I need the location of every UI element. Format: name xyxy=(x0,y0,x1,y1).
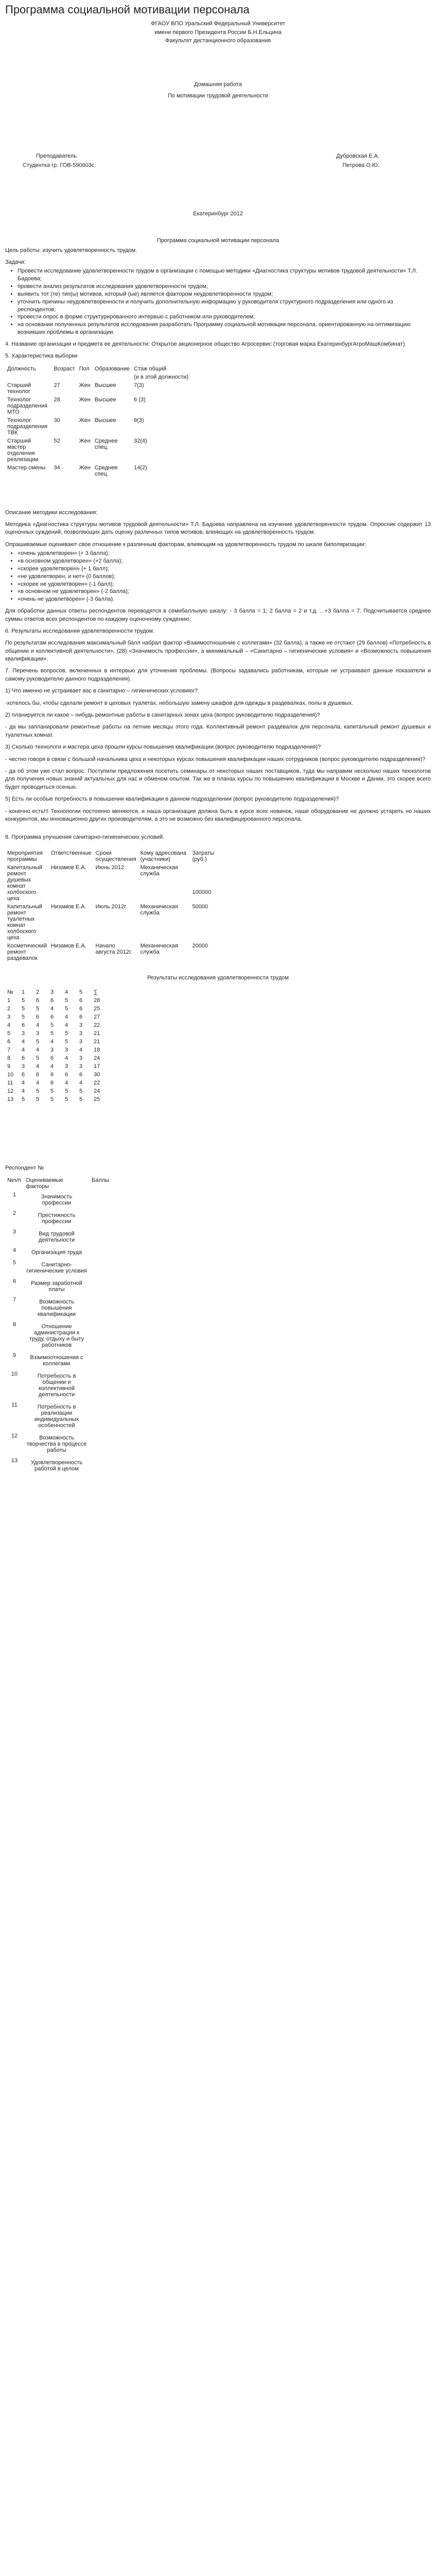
table-cell: 6 xyxy=(22,1055,25,1061)
table-cell: 5 xyxy=(36,1055,40,1061)
table-cell: Возможность творчества в процессе работы xyxy=(26,1435,87,1454)
table-cell: 34 xyxy=(54,464,60,471)
table-row xyxy=(5,1320,124,1351)
teacher-label: Преподаватель xyxy=(36,152,77,159)
table-cell: 6 xyxy=(65,1071,68,1078)
university-line: имени первого Президента России Б.Н.Ельцина xyxy=(154,29,282,36)
table-cell: 5 xyxy=(36,1038,40,1045)
table-cell: 21 xyxy=(94,1038,100,1045)
university-block xyxy=(5,20,431,45)
table-cell: 6 xyxy=(79,1013,83,1020)
table-cell: Жен xyxy=(79,396,91,403)
program-title: Программа социальной мотивации персонала xyxy=(156,237,280,244)
table-header-cell: 4 xyxy=(65,989,68,995)
student-row xyxy=(5,162,431,168)
table-row xyxy=(5,1191,124,1209)
table-subheader-row xyxy=(5,373,190,381)
table-cell: 5 xyxy=(79,1096,83,1103)
table-cell: Механическая служба xyxy=(140,903,178,916)
table-cell: Жен xyxy=(79,417,91,423)
table-cell: Санитарно-гигиенические условия xyxy=(26,1262,87,1275)
table-cell: 4 xyxy=(79,1046,83,1053)
results-paragraph: По результатам исследования максимальный балл набрал фактор «Взаимоотношение с коллегами» (32 балла), а также не отстают (29 баллов) «Потребность в общении и коллективной деятельности», (28) «Значимость профессии», а минимальный – «Санитарно – гигиенические условия» и «Возможность повышения квалификации». xyxy=(5,640,431,663)
table-cell: Капитальный ремонт туалетных комнат холбоского цеха xyxy=(7,903,42,941)
table-cell: 10 xyxy=(7,1071,14,1078)
table-cell: Низамов Е.А. xyxy=(50,903,86,910)
table-header-row xyxy=(5,849,216,863)
answer: - честно говоря в связи с большой начальника цеха и некоторых курсах повышения квалификации наших сотрудников (вопрос руководителю подразделения)? xyxy=(5,756,426,762)
table-cell: Технолог подразделения МТО xyxy=(7,396,48,415)
table-row xyxy=(5,1246,124,1259)
table-cell: 3 xyxy=(7,1013,11,1020)
table-cell: Старший мастер отделения реализации xyxy=(7,437,39,463)
table-cell: 5 xyxy=(22,1013,25,1020)
table-row xyxy=(5,1038,106,1046)
table-cell: Организация труда xyxy=(31,1249,82,1256)
table-cell: 4 xyxy=(36,1063,40,1070)
table-cell: Высшее xyxy=(94,417,116,423)
respondent-label: Респондент № xyxy=(5,1164,44,1171)
table-cell: 5 xyxy=(65,1005,68,1012)
table-cell: Капитальный ремонт душевых комнат холбоского цеха xyxy=(7,864,42,902)
table-cell: Жен xyxy=(79,437,91,444)
table-cell: 4 xyxy=(22,1079,25,1086)
table-cell: 14(2) xyxy=(134,464,147,471)
table-row xyxy=(5,416,190,437)
table-cell: 3 xyxy=(65,1063,68,1070)
table-cell: 9 xyxy=(12,1352,16,1359)
table-cell: 5 xyxy=(50,1088,54,1094)
table-cell: Низамов Е.А. xyxy=(50,864,86,871)
table-cell: 3 xyxy=(36,1030,40,1037)
university-line: ФГАОУ ВПО Уральский Федеральный Университет xyxy=(151,21,285,27)
table-cell: 11 xyxy=(11,1402,18,1409)
table-cell: Начало августа 2012г. xyxy=(95,942,132,955)
task-item: • на основании полученных результатов исследования разработать Программу социальной мотивации персонала, ориентированную на оптимизацию возникших проблемы в организации. xyxy=(18,321,431,336)
table-cell: 5 xyxy=(79,1088,83,1094)
table-cell: Потребность в общении и коллективной деятельности xyxy=(37,1373,76,1398)
table-cell: 4 xyxy=(65,1079,68,1086)
table-cell: 6 xyxy=(79,1071,83,1078)
table-header-cell: 2 xyxy=(36,989,40,995)
table-cell: 6 xyxy=(50,1055,54,1061)
table-cell: Отношение администрации к труду, отдыху и быту работников xyxy=(29,1324,84,1349)
section-8: 8. Программа улучшения санитарно-гигиенических условий. xyxy=(5,834,165,841)
table-header-cell: 1 xyxy=(22,989,25,995)
table-cell: 2 xyxy=(7,1005,11,1012)
scale-item: • «очень удовлетворен» (+ 3 балла); xyxy=(18,550,431,557)
table-header-row xyxy=(5,988,106,996)
table-row xyxy=(5,1071,106,1079)
scale-item: • «скорее не удовлетворен» (-1 балл); xyxy=(18,581,431,588)
table-header-row xyxy=(5,1176,124,1191)
table-cell: 28 xyxy=(54,396,60,403)
table-cell: 13 xyxy=(7,1096,14,1103)
table-header-cell: Кому адресована (участники) xyxy=(140,850,186,862)
table-cell: 100000 xyxy=(192,889,212,895)
table-cell: 50000 xyxy=(192,903,208,910)
table-cell: 6 xyxy=(50,1013,54,1020)
table-cell: 8 xyxy=(12,1321,16,1328)
table-cell: Возможность повышения квалификации xyxy=(37,1299,76,1318)
table-cell: 7 xyxy=(7,1046,11,1053)
section-6: 6. Результаты исследования удовлетворенности трудом. xyxy=(5,628,155,634)
table-cell: 6 xyxy=(50,1079,54,1086)
table-row xyxy=(5,996,106,1005)
sample-table xyxy=(5,365,190,478)
student-label: Студентка гр. ГОВ-590603с xyxy=(23,162,95,168)
table-cell: 3 xyxy=(12,1229,16,1235)
section-4: 4. Название организации и предмета ее деятельности: Открытое акционерное общество Агросервис (торговая марка ЕкатеринбургАгроМашКомбинат). xyxy=(5,341,407,347)
table-cell: 4 xyxy=(65,1013,68,1020)
table-cell: 13 xyxy=(11,1458,18,1464)
table-row xyxy=(5,1401,124,1432)
table-cell: 2 xyxy=(12,1210,16,1217)
table-header-cell: ∑ xyxy=(94,989,98,995)
table-cell: 4 xyxy=(7,1022,11,1028)
table-row xyxy=(5,1013,106,1021)
table-row xyxy=(5,1062,106,1071)
factors-table xyxy=(5,1176,124,1475)
method-heading: Описание методики исследования: xyxy=(5,509,98,516)
table-header-cell: Возраст xyxy=(54,365,75,372)
tasks-list xyxy=(5,267,431,336)
table-row xyxy=(5,1228,124,1246)
question: 2) планируется ли какое – нибудь ремонтные работы в санитарных зонах цеха (вопрос руководителю подразделения)? xyxy=(5,712,320,719)
table-row xyxy=(5,1351,124,1370)
table-header-cell: Пол xyxy=(79,365,90,372)
table-row xyxy=(5,1277,124,1296)
results-table xyxy=(5,988,106,1104)
table-cell: 5 xyxy=(7,1030,11,1037)
answer: -хотелось бы, чтобы сделали ремонт в цеховых туалетах, небольшую замену шкафов для одежды в раздевалках, полы в душевых. xyxy=(5,700,354,706)
university-line: Факультет дистанционного образования xyxy=(165,38,271,44)
table-row xyxy=(5,464,190,478)
table-row xyxy=(5,1079,106,1087)
table-cell: 4 xyxy=(22,1038,25,1045)
table-row xyxy=(5,1370,124,1401)
table-row xyxy=(5,1432,124,1456)
table-cell: Высшее xyxy=(94,382,116,388)
table-cell: 5 xyxy=(22,1096,25,1103)
table-cell: 30 xyxy=(54,417,60,423)
section-5: 5. Характеристика выборки xyxy=(5,353,78,360)
table-cell: 8 xyxy=(7,1055,11,1061)
table-row xyxy=(5,1456,124,1475)
table-cell: 28 xyxy=(94,997,100,1004)
table-cell: 6 xyxy=(36,997,40,1004)
table-cell: 5 xyxy=(65,1030,68,1037)
table-row xyxy=(5,437,190,464)
table-cell: 17 xyxy=(94,1063,100,1070)
table-cell: 4 xyxy=(36,1046,40,1053)
scale-item: • «не удовлетворен, и нет» (0 баллов); xyxy=(18,573,431,581)
table-cell: 27 xyxy=(54,382,60,388)
table-cell: Косметический ремонт раздевалок xyxy=(7,942,47,961)
tasks-label: Задачи: xyxy=(5,259,26,265)
scale-item: • «в основном удовлетворен» (+2 балла); xyxy=(18,557,431,565)
teacher-name: Дубровская Е.А. xyxy=(336,152,379,159)
table-cell: 11 xyxy=(7,1079,13,1086)
table-cell: 6 xyxy=(7,1038,11,1045)
table-cell: Старший технолог xyxy=(7,382,31,395)
table-header-cell: Ответственные xyxy=(50,850,92,856)
table-row xyxy=(5,396,190,416)
table-cell: 8(3) xyxy=(134,417,144,423)
table-row xyxy=(5,381,190,396)
table-cell: Вид трудовой деятельности xyxy=(38,1231,75,1244)
table-cell: 5 xyxy=(50,1030,54,1037)
program-table xyxy=(5,849,216,962)
table-cell: Размер заработной платы xyxy=(31,1280,82,1293)
table-cell: Значимость профессии xyxy=(41,1194,73,1207)
table-header-cell: Затраты (руб.) xyxy=(192,850,214,862)
table-cell: 12 xyxy=(7,1088,14,1094)
table-row xyxy=(5,1095,106,1104)
table-header-cell: Мероприятия программы xyxy=(7,850,43,862)
table-cell: 4 xyxy=(50,1005,54,1012)
task-item: • уточнить причины неудовлетворенности и получить дополнительную информацию у руководителя структурного подразделения или одного из респондентов; xyxy=(18,298,431,314)
method-paragraph: Для обработки данных ответы респондентов переводятся в семибалльную шкалу: - 3 балла = 1; 2 балла = 2 и т.д. ...+3 балла = 7. Подсчитывается среднее суммы ответов всех респондентов по каждому оценочному суждению. xyxy=(5,608,431,622)
table-cell: 6 xyxy=(36,1013,40,1020)
table-cell: Технолог подразделения ТВК xyxy=(7,417,48,436)
table-cell: 5 xyxy=(65,1096,68,1103)
task-item: • Провести исследование удовлетворенности трудом в организации с помощью методики «Диагностика структуры мотивов трудовой деятельности» Т.Л. Бадоева; xyxy=(18,267,431,283)
table-cell: 22 xyxy=(94,1079,100,1086)
table-cell: Механическая служба xyxy=(140,864,178,877)
table-header-cell: № xyxy=(7,989,13,995)
task-item: • провести опрос в форме структурированного интервью с работником или руководителем; xyxy=(18,313,431,321)
table-cell: 1 xyxy=(12,1192,16,1198)
table-cell: 6 xyxy=(50,1071,54,1078)
table-cell: 5 xyxy=(36,1005,40,1012)
table-cell: 21 xyxy=(94,1030,100,1037)
table-header-cell: 3 xyxy=(50,989,54,995)
table-cell: 6 xyxy=(12,1278,16,1285)
table-cell: 4 xyxy=(50,1063,54,1070)
table-cell: 4 xyxy=(65,1055,68,1061)
table-cell: 24 xyxy=(94,1088,100,1094)
table-row xyxy=(5,1087,106,1095)
table-row xyxy=(5,1046,106,1054)
method-paragraph: Опрашиваемые оценивают свое отношение к различным факторам, влияющим на удовлетворенность трудом по шкале биполяризации: xyxy=(5,541,367,548)
table-cell: Престижность профессии xyxy=(38,1212,76,1225)
table-cell: 6 xyxy=(22,1022,25,1028)
task-item: • выявить тот (те) тип(ы) мотивов, который (ые) является фактором неудовлетворенности трудом; xyxy=(18,291,431,298)
answer: - конечно есть!!! Технологии постоянно меняются, и наша организация должна быть в курсе всех новинок, наше оборудование не должно устареть но наших конкурентов, мы инновационно других производителям, а это не возможно без квалифицированного персонала. xyxy=(5,808,431,822)
results-table-title: Результаты исследования удовлетворенности трудом xyxy=(147,974,289,981)
table-cell: 5 xyxy=(50,1096,54,1103)
table-cell: 6 xyxy=(22,1071,25,1078)
question: 3) Сколько технологи и мастера цеха прошли курсы повышения квалификации (вопрос руководителю подразделения)? xyxy=(5,744,321,751)
work-topic: По мотивации трудовой деятельности xyxy=(167,92,269,99)
table-cell: 3 xyxy=(50,1046,54,1053)
table-cell: 5 xyxy=(50,1022,54,1028)
question: 1) Что именно не устраивает вас в санитарно – гигиенических условиях? xyxy=(5,688,198,694)
table-cell: 4 xyxy=(50,1038,54,1045)
table-row xyxy=(5,942,216,962)
table-cell: 5 xyxy=(65,1088,68,1094)
table-row xyxy=(5,1259,124,1277)
table-header-cell: 5 xyxy=(79,989,83,995)
table-cell: 22 xyxy=(94,1022,100,1028)
table-cell: 7(3) xyxy=(134,382,144,388)
table-row xyxy=(5,903,216,942)
scale-item: • «скорее удовлетворен» (+ 1 балл); xyxy=(18,565,431,573)
scale-list xyxy=(5,550,431,603)
table-cell: 4 xyxy=(79,1079,83,1086)
question: 5) Есть ли особые потребность в повышении квалификации в данном подразделении (вопрос руководителю подразделения)? xyxy=(5,796,339,803)
table-cell: 3 xyxy=(79,1055,83,1061)
table-cell: 12 xyxy=(11,1433,18,1439)
table-cell: 6 (3) xyxy=(134,396,146,403)
table-cell: 4 xyxy=(22,1088,25,1094)
table-cell: 5 xyxy=(65,997,68,1004)
table-cell: 3 xyxy=(79,1063,83,1070)
table-row xyxy=(5,863,216,903)
table-row xyxy=(5,1029,106,1038)
table-cell: 4 xyxy=(22,1046,25,1053)
city-year: Екатеринбург 2012 xyxy=(193,210,243,217)
table-cell: Потребность в реализации индивидуальных особенностей xyxy=(34,1404,79,1429)
table-header-row xyxy=(5,365,190,373)
answer: - да об этом уже стал вопрос. Поступили предложения посетить семинары от некоторых наших поставщиков, туда мы направим несколько наших технологов для получения новых знаний актуальных для нас и обменом опытом. Так же в планах курсы по повышению квалификации в Москве и Дании, это скорее всего будет проводиться осенью. xyxy=(5,768,431,790)
student-name: Петрова О.Ю. xyxy=(342,162,379,168)
table-cell: 3 xyxy=(22,1063,25,1070)
table-cell: 3 xyxy=(79,1022,83,1028)
table-cell: 5 xyxy=(36,1096,40,1103)
table-row xyxy=(5,1021,106,1029)
task-item: • провести анализ результатов исследования удовлетворенности трудом; xyxy=(18,283,431,291)
table-cell: Мастер смены xyxy=(7,464,46,471)
table-cell: 4 xyxy=(36,1079,40,1086)
table-header-cell: Должность xyxy=(7,365,36,372)
table-cell: 5 xyxy=(65,1038,68,1045)
teacher-row xyxy=(5,153,431,159)
table-cell: 52 xyxy=(54,437,60,444)
table-cell: 25 xyxy=(94,1096,100,1103)
table-row xyxy=(5,1209,124,1228)
table-cell: 32(4) xyxy=(134,437,147,444)
table-cell: Механическая служба xyxy=(140,942,178,955)
table-subheader: (и в этой должности) xyxy=(134,374,188,380)
table-cell: 9 xyxy=(7,1063,11,1070)
table-header-cell: Образование xyxy=(94,365,130,372)
table-cell: 27 xyxy=(94,1013,100,1020)
table-cell: 6 xyxy=(36,1071,40,1078)
table-cell: 10 xyxy=(11,1371,18,1378)
table-header-cell: №п/п xyxy=(7,1177,21,1184)
table-cell: 7 xyxy=(12,1297,16,1303)
table-cell: 20000 xyxy=(192,942,208,949)
table-cell: Взаимоотношения с коллегами xyxy=(30,1354,83,1367)
table-cell: 6 xyxy=(79,1005,83,1012)
table-cell: Низамов Е.А. xyxy=(50,942,86,949)
table-cell: Жен xyxy=(79,464,91,471)
table-cell: Июль 2012г. xyxy=(95,903,127,910)
table-cell: 3 xyxy=(79,1038,83,1045)
table-cell: 5 xyxy=(22,1005,25,1012)
table-cell: 24 xyxy=(94,1055,100,1061)
table-cell: 5 xyxy=(36,1088,40,1094)
table-cell: Среднее спец. xyxy=(94,464,118,477)
table-row xyxy=(5,1296,124,1320)
table-cell: 3 xyxy=(22,1030,25,1037)
table-cell: 5 xyxy=(12,1260,16,1266)
table-header-cell: Сроки осуществления xyxy=(95,850,136,862)
method-paragraph: Методика «Диагностика структуры мотивов трудовой деятельности» Т.Л. Бадоева направлена на изучение удовлетворенности трудом. Опросник содержит 13 оценочных суждений, позволяющих дать оценку различных типов мотивов, влияющих на удовлетворенность трудом. xyxy=(5,521,431,536)
table-row xyxy=(5,1054,106,1062)
table-cell: 4 xyxy=(12,1247,16,1254)
scale-item: • «очень не удовлетворен» (-3 балла). xyxy=(18,596,431,603)
table-cell: 3 xyxy=(79,1030,83,1037)
table-cell: 1 xyxy=(7,997,11,1004)
table-cell: Высшее xyxy=(94,396,116,403)
table-cell: 25 xyxy=(94,1005,100,1012)
table-cell: 4 xyxy=(65,1022,68,1028)
answer: - да мы запланировали ремонтные работы на летние месяцы этого года. Коллективный ремонт раздевалок для персонала, капитальный ремонт душевых и туалетных комнат. xyxy=(5,724,431,738)
table-cell: Удовлетворенность работой в целом xyxy=(30,1460,83,1472)
table-cell: 6 xyxy=(79,997,83,1004)
section-7: 7. Перечень вопросов, включенных в интервью для уточнения проблемы. (Вопросы задавались работникам, которые не устраивают данные показатели и самому руководителю данного подразделения). xyxy=(5,668,431,682)
table-cell: 18 xyxy=(94,1046,100,1053)
table-cell: 4 xyxy=(36,1022,40,1028)
table-header-cell: Баллы xyxy=(92,1177,110,1184)
table-cell: 30 xyxy=(94,1071,100,1078)
table-row xyxy=(5,1005,106,1013)
table-cell: 3 xyxy=(65,1046,68,1053)
table-cell: Среднее спец. xyxy=(94,437,118,450)
work-type: Домашняя работа xyxy=(194,81,242,88)
goal: Цель работы: изучить удовлетворенность трудом. xyxy=(5,247,137,253)
document-page xyxy=(0,3,436,1475)
page-title: Программа социальной мотивации персонала xyxy=(5,3,250,16)
table-cell: 6 xyxy=(50,997,54,1004)
table-header-cell: Оцениваемые факторы xyxy=(26,1177,63,1190)
table-cell: 5 xyxy=(22,997,25,1004)
table-cell: Июнь 2012 xyxy=(95,864,125,871)
table-header-cell: Стаж общий xyxy=(134,365,167,372)
table-cell: Жен xyxy=(79,382,91,388)
scale-item: • «в основном не удовлетворен» (-2 балла); xyxy=(18,588,431,596)
